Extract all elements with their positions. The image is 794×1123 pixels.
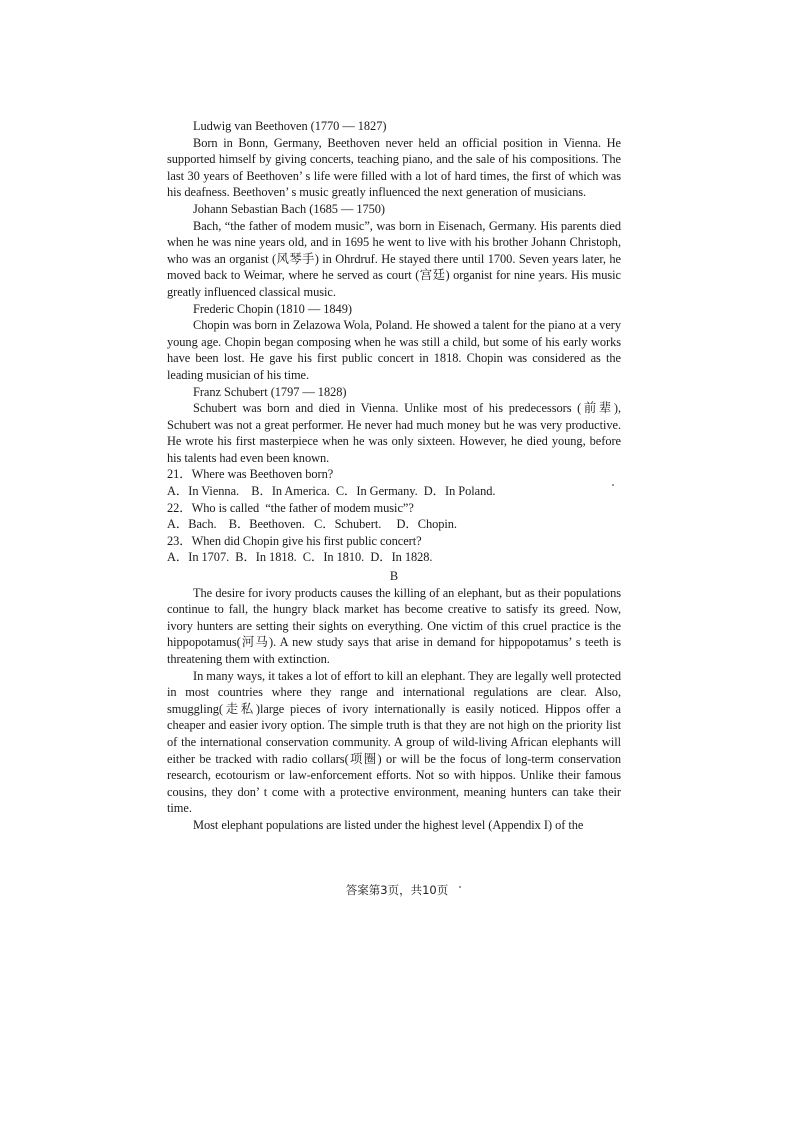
question-22-stem: 22．Who is called “the father of modem music”? xyxy=(167,500,414,515)
scan-speck xyxy=(612,484,614,486)
section-body-chopin: Chopin was born in Zelazowa Wola, Poland. He showed a talent for the piano at a very young age. Chopin began composing when he was still a child, but some of his early works have been lost. He gave his first public concert in 1818. Chopin was considered as the leading musician of his time. xyxy=(167,318,621,382)
question-22-options: A．Bach. B．Beethoven. C．Schubert. D．Chopin. xyxy=(167,517,457,532)
document-body xyxy=(167,118,621,834)
section-b-paragraph-3: Most elephant populations are listed under the highest level (Appendix I) of the xyxy=(193,817,584,832)
section-heading-beethoven: Ludwig van Beethoven (1770 — 1827) xyxy=(193,119,387,133)
question-23-stem: 23．When did Chopin give his first public concert? xyxy=(167,533,422,548)
section-body-schubert: Schubert was born and died in Vienna. Unlike most of his predecessors (前辈), Schubert was not a great performer. He never had much money but he was very productive. He wrote his first masterpiece when he was only sixteen. However, he died young, before his talents had even been known. xyxy=(167,401,621,465)
question-23-options: A．In 1707. B．In 1818. C．In 1810. D．In 1828. xyxy=(167,550,433,565)
section-heading-schubert: Franz Schubert (1797 — 1828) xyxy=(193,384,347,399)
section-body-bach: Bach, “the father of modem music”, was born in Eisenach, Germany. His parents died when he was nine years old, and in 1695 he went to live with his brother Johann Christoph, who was an organist (风琴手) in Ohrdruf. He stayed there until 1700. Seven years later, he moved back to Weimar, where he served as court (宫廷) organist for nine years. His music greatly influenced classical music. xyxy=(167,218,621,299)
section-b-paragraph-1: The desire for ivory products causes the killing of an elephant, but as their populations continue to fall, the hungry black market has become creative to satisfy its greed. Now, ivory hunters are setting their sights on everything. One victim of this cruel practice is the hippopotamus(河马). A new study says that arise in demand for hippopotamus’ s teeth is threatening them with extinction. xyxy=(167,585,621,666)
section-heading-bach: Johann Sebastian Bach (1685 — 1750) xyxy=(193,201,385,216)
page-footer: 答案第3页，共10页 xyxy=(345,883,449,897)
section-b-paragraph-2: In many ways, it takes a lot of effort to kill an elephant. They are legally well protected in most countries where they range and international regulations are clear. Also, smuggling(走私)large pieces of ivory internationally is easily noticed. Hippos offer a cheaper and easier ivory option. The simple truth is that they are not high on the priority list of the international conservation community. A group of wild-living African elephants will either be tracked with radio collars(项圈) or will be the focus of long-term conservation research, ecotourism or law-enforcement efforts. Not so with hippos. Unlike their famous cousins, they don’ t come with a protective environment, meaning hunters can take their time. xyxy=(167,668,621,816)
section-body-beethoven: Born in Bonn, Germany, Beethoven never held an official position in Vienna. He supported himself by giving concerts, teaching piano, and the sale of his compositions. The last 30 years of Beethoven’ s life were filled with a lot of hard times, the first of which was his deafness. Beethoven’ s music greatly influenced the next generation of musicians. xyxy=(167,135,621,200)
question-21-stem: 21．Where was Beethoven born? xyxy=(167,467,334,482)
section-heading-chopin: Frederic Chopin (1810 — 1849) xyxy=(193,301,352,316)
question-21-options: A．In Vienna. B．In America. C．In Germany. D．In Poland. xyxy=(167,484,496,499)
section-b-letter: B xyxy=(389,569,399,584)
scan-speck xyxy=(459,886,461,888)
